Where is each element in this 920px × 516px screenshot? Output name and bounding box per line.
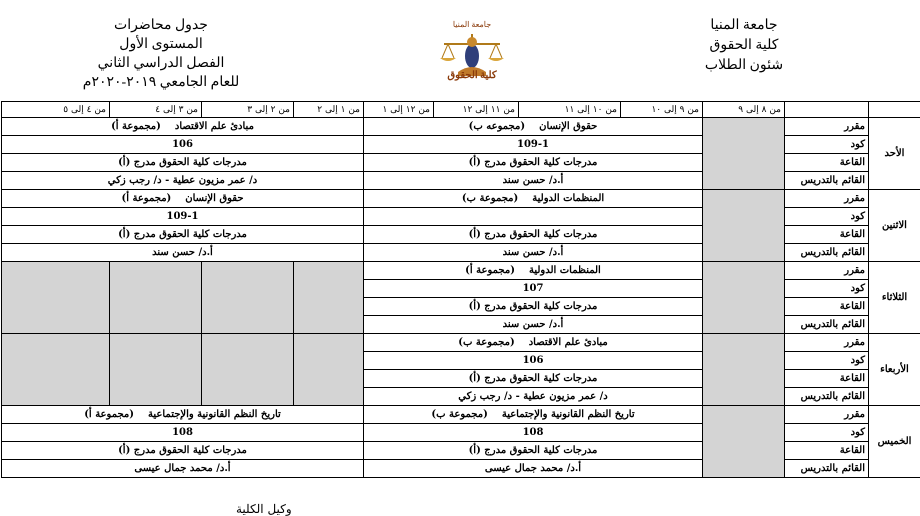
course-cell (364, 334, 703, 352)
row-label-hall: القاعة (785, 298, 869, 316)
hall-cell: مدرجات كلية الحقوق مدرج (أ) (364, 154, 703, 172)
hour-cell: من ١١ إلى ١٢ (434, 102, 519, 118)
row-label-teacher: القائم بالتدريس (785, 460, 869, 478)
course-name: مبادئ علم الاقتصاد (175, 121, 254, 132)
blank-cell (703, 118, 785, 190)
course-name: حقوق الإنسان (539, 121, 597, 132)
hall-cell: مدرجات كلية الحقوق مدرج (أ) (364, 298, 703, 316)
blank-cell (110, 262, 202, 334)
group-label: (مجموعة ب) (458, 337, 514, 348)
course-code: 106 (364, 352, 703, 370)
hall-cell: مدرجات كلية الحقوق مدرج (أ) (364, 370, 703, 388)
schedule-table (1, 101, 920, 478)
course-cell (364, 262, 703, 280)
teacher-cell: أ.د/ حسن سند (2, 244, 364, 262)
hour-cell: من ٩ إلى ١٠ (621, 102, 703, 118)
hour-cell: من ٢ إلى ٣ (202, 102, 294, 118)
hour-cell: من ٨ إلى ٩ (703, 102, 785, 118)
hours-row (2, 102, 920, 118)
course-name: تاريخ النظم القانونية والإجتماعية (148, 409, 281, 420)
group-label: (مجموعة أ) (111, 121, 161, 132)
course-cell (364, 118, 703, 136)
row-label-course: مقرر (785, 262, 869, 280)
hall-cell: مدرجات كلية الحقوق مدرج (أ) (2, 226, 364, 244)
blank-cell (2, 334, 110, 406)
hour-cell: من ٣ إلى ٤ (110, 102, 202, 118)
row-label-course: مقرر (785, 334, 869, 352)
vice-dean-signature-label: وكيل الكلية (236, 502, 292, 516)
table-row (2, 406, 920, 424)
course-code: 108 (2, 424, 364, 442)
schedule-title: جدول محاضرات (56, 16, 266, 35)
teacher-cell: أ.د/ حسن سند (364, 316, 703, 334)
teacher-cell: أ.د/ محمد جمال عيسى (2, 460, 364, 478)
semester-label: الفصل الدراسي الثاني (56, 54, 266, 73)
group-label: (مجموعة ب) (462, 193, 518, 204)
row-label-hall: القاعة (785, 154, 869, 172)
course-name: تاريخ النظم القانونية والإجتماعية (502, 409, 635, 420)
hall-cell: مدرجات كلية الحقوق مدرج (أ) (364, 442, 703, 460)
faculty-name: كلية الحقوق (664, 36, 824, 56)
group-label: (مجموعه ب) (469, 121, 525, 132)
course-cell (364, 406, 703, 424)
blank-cell (2, 262, 110, 334)
course-code: 108 (364, 424, 703, 442)
course-code: 107 (364, 280, 703, 298)
course-code: 109-1 (364, 136, 703, 154)
blank-cell (202, 334, 294, 406)
group-label: (مجموعة أ) (121, 193, 171, 204)
university-header (664, 16, 824, 112)
row-label-teacher: القائم بالتدريس (785, 316, 869, 334)
teacher-cell: أ.د/ حسن سند (364, 172, 703, 190)
row-label-hall: القاعة (785, 442, 869, 460)
day-sunday: الأحد (869, 118, 920, 190)
row-label-code: كود (785, 424, 869, 442)
blank-cell (703, 406, 785, 478)
teacher-cell: أ.د/ حسن سند (364, 244, 703, 262)
blank-cell (202, 262, 294, 334)
table-row (2, 334, 920, 352)
blank-cell (110, 334, 202, 406)
level-label: المستوى الأول (56, 35, 266, 54)
day-wednesday: الأربعاء (869, 334, 920, 406)
hour-cell (785, 102, 869, 118)
schedule-header (56, 16, 266, 112)
row-label-course: مقرر (785, 118, 869, 136)
row-label-code: كود (785, 352, 869, 370)
row-label-hall: القاعة (785, 370, 869, 388)
hour-cell: من ١٢ إلى ١ (364, 102, 434, 118)
row-label-course: مقرر (785, 190, 869, 208)
department-name: شئون الطلاب (664, 56, 824, 76)
logo-caption: كلية الحقوق (430, 70, 514, 81)
table-row (2, 118, 920, 136)
university-name: جامعة المنيا (664, 16, 824, 36)
blank-cell (294, 262, 364, 334)
logo-top-text: جامعة المنيا (430, 20, 514, 29)
course-name: المنظمات الدولية (532, 193, 604, 204)
course-cell (2, 406, 364, 424)
row-label-teacher: القائم بالتدريس (785, 388, 869, 406)
hour-cell: من ١ إلى ٢ (294, 102, 364, 118)
course-code (364, 208, 703, 226)
table-row (2, 190, 920, 208)
row-label-course: مقرر (785, 406, 869, 424)
row-label-code: كود (785, 136, 869, 154)
group-label: (مجموعة أ) (84, 409, 134, 420)
course-cell (2, 190, 364, 208)
group-label: (مجموعة ب) (431, 409, 487, 420)
course-cell (2, 118, 364, 136)
hall-cell: مدرجات كلية الحقوق مدرج (أ) (2, 442, 364, 460)
row-label-teacher: القائم بالتدريس (785, 244, 869, 262)
course-name: حقوق الإنسان (185, 193, 243, 204)
row-label-teacher: القائم بالتدريس (785, 172, 869, 190)
hour-cell: من ٤ إلى ٥ (2, 102, 110, 118)
row-label-hall: القاعة (785, 226, 869, 244)
course-name: مبادئ علم الاقتصاد (529, 337, 608, 348)
table-row (2, 262, 920, 280)
blank-cell (294, 334, 364, 406)
day-monday: الاثنين (869, 190, 920, 262)
teacher-cell: أ.د/ محمد جمال عيسى (364, 460, 703, 478)
corner-cell (869, 102, 920, 118)
teacher-cell: د/ عمر مزيون عطية - د/ رجب زكي (364, 388, 703, 406)
hall-cell: مدرجات كلية الحقوق مدرج (أ) (364, 226, 703, 244)
course-code: 106 (2, 136, 364, 154)
blank-cell (703, 334, 785, 406)
hour-cell: من ١٠ إلى ١١ (519, 102, 621, 118)
hall-cell: مدرجات كلية الحقوق مدرج (أ) (2, 154, 364, 172)
course-name: المنظمات الدولية (529, 265, 601, 276)
teacher-cell: د/ عمر مزيون عطية - د/ رجب زكي (2, 172, 364, 190)
blank-cell (703, 190, 785, 262)
row-label-code: كود (785, 208, 869, 226)
blank-cell (703, 262, 785, 334)
day-tuesday: الثلاثاء (869, 262, 920, 334)
day-thursday: الخميس (869, 406, 920, 478)
course-code: 109-1 (2, 208, 364, 226)
academic-year-label: للعام الجامعي ٢٠١٩-٢٠٢٠م (56, 73, 266, 92)
course-cell (364, 190, 703, 208)
row-label-code: كود (785, 280, 869, 298)
group-label: (مجموعة أ) (465, 265, 515, 276)
